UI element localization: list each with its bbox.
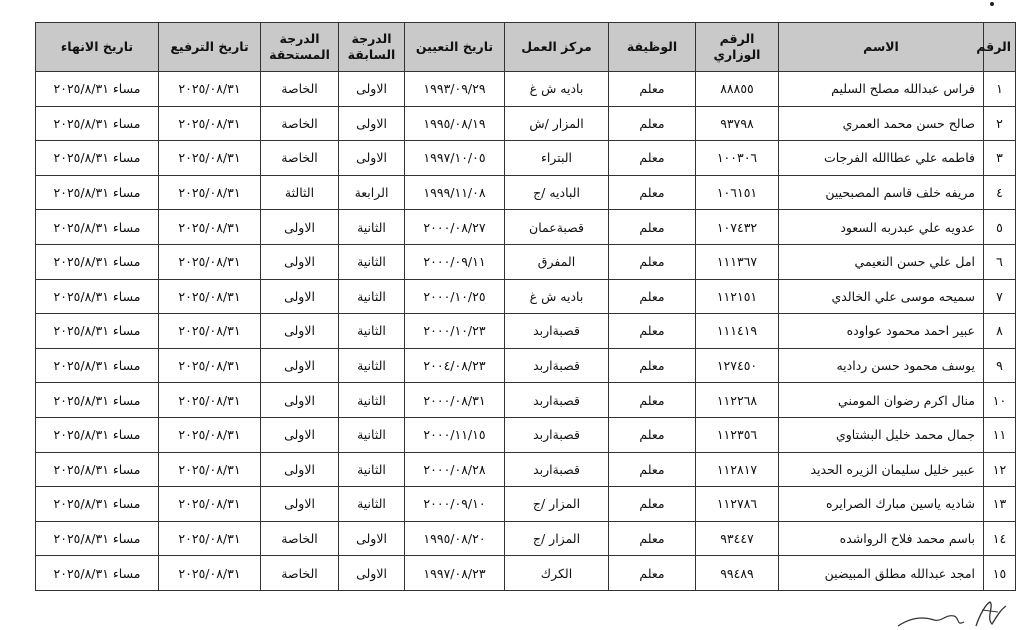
cell-prev-grade: الرابعة	[339, 175, 405, 210]
header-due-grade: الدرجة المستحقة	[261, 23, 339, 72]
cell-promo-date: ٢٠٢٥/٠٨/٣١	[159, 175, 261, 210]
table-row	[36, 348, 1016, 383]
cell-end-date: مساء ٢٠٢٥/٨/٣١	[36, 72, 159, 107]
cell-job: معلم	[609, 279, 696, 314]
cell-due-grade: الخاصة	[261, 72, 339, 107]
cell-ministry-no: ١٠٧٤٣٢	[696, 210, 779, 245]
cell-prev-grade: الثانية	[339, 383, 405, 418]
cell-ministry-no: ٩٣٧٩٨	[696, 106, 779, 141]
table-row	[36, 106, 1016, 141]
cell-name: عبير خليل سليمان الزيره الحديد	[779, 452, 984, 487]
cell-job: معلم	[609, 210, 696, 245]
cell-promo-date: ٢٠٢٥/٠٨/٣١	[159, 72, 261, 107]
cell-ministry-no: ٨٨٨٥٥	[696, 72, 779, 107]
cell-promo-date: ٢٠٢٥/٠٨/٣١	[159, 487, 261, 522]
cell-prev-grade: الثانية	[339, 314, 405, 349]
cell-num: ٤	[984, 175, 1016, 210]
cell-appoint-date: ١٩٩٩/١١/٠٨	[405, 175, 505, 210]
cell-end-date: مساء ٢٠٢٥/٨/٣١	[36, 314, 159, 349]
cell-due-grade: الاولى	[261, 487, 339, 522]
table-row	[36, 175, 1016, 210]
table-row	[36, 314, 1016, 349]
cell-work-center: قصبةاربد	[505, 348, 609, 383]
cell-num: ١٢	[984, 452, 1016, 487]
cell-due-grade: الاولى	[261, 417, 339, 452]
cell-ministry-no: ١٢٧٤٥٠	[696, 348, 779, 383]
cell-name: عدويه علي عبدربه السعود	[779, 210, 984, 245]
cell-ministry-no: ١١٢٣٥٦	[696, 417, 779, 452]
cell-appoint-date: ٢٠٠٠/١٠/٢٣	[405, 314, 505, 349]
cell-promo-date: ٢٠٢٥/٠٨/٣١	[159, 521, 261, 556]
cell-prev-grade: الاولى	[339, 106, 405, 141]
cell-due-grade: الاولى	[261, 314, 339, 349]
cell-appoint-date: ١٩٩٧/٠٨/٢٣	[405, 556, 505, 591]
stray-dot	[990, 2, 994, 6]
cell-due-grade: الاولى	[261, 452, 339, 487]
table-wrapper	[35, 22, 1015, 591]
cell-work-center: قصبةاربد	[505, 452, 609, 487]
table-row	[36, 417, 1016, 452]
cell-name: امل علي حسن النعيمي	[779, 244, 984, 279]
cell-promo-date: ٢٠٢٥/٠٨/٣١	[159, 348, 261, 383]
cell-job: معلم	[609, 348, 696, 383]
cell-num: ٦	[984, 244, 1016, 279]
cell-ministry-no: ١١١٤١٩	[696, 314, 779, 349]
cell-job: معلم	[609, 314, 696, 349]
cell-promo-date: ٢٠٢٥/٠٨/٣١	[159, 279, 261, 314]
cell-due-grade: الاولى	[261, 348, 339, 383]
header-appoint-date: تاريخ التعيين	[405, 23, 505, 72]
signature-image	[890, 596, 1010, 630]
cell-work-center: البتراء	[505, 141, 609, 176]
cell-appoint-date: ٢٠٠٠/٠٩/١١	[405, 244, 505, 279]
cell-num: ١٠	[984, 383, 1016, 418]
cell-appoint-date: ٢٠٠٤/٠٨/٢٣	[405, 348, 505, 383]
header-promo-date: تاريخ الترفيع	[159, 23, 261, 72]
cell-appoint-date: ١٩٩٥/٠٨/١٩	[405, 106, 505, 141]
cell-prev-grade: الاولى	[339, 521, 405, 556]
cell-due-grade: الخاصة	[261, 141, 339, 176]
cell-work-center: الباديه /ج	[505, 175, 609, 210]
cell-num: ٢	[984, 106, 1016, 141]
cell-work-center: المفرق	[505, 244, 609, 279]
header-prev-grade: الدرجة السابقة	[339, 23, 405, 72]
cell-due-grade: الاولى	[261, 279, 339, 314]
cell-prev-grade: الثانية	[339, 279, 405, 314]
cell-promo-date: ٢٠٢٥/٠٨/٣١	[159, 244, 261, 279]
cell-num: ١٤	[984, 521, 1016, 556]
cell-due-grade: الاولى	[261, 383, 339, 418]
cell-ministry-no: ٩٣٤٤٧	[696, 521, 779, 556]
table-row	[36, 210, 1016, 245]
cell-ministry-no: ١١٢٧٨٦	[696, 487, 779, 522]
cell-prev-grade: الاولى	[339, 141, 405, 176]
cell-prev-grade: الثانية	[339, 210, 405, 245]
cell-name: عبير احمد محمود عواوده	[779, 314, 984, 349]
cell-ministry-no: ٩٩٤٨٩	[696, 556, 779, 591]
cell-job: معلم	[609, 106, 696, 141]
cell-num: ٩	[984, 348, 1016, 383]
table-row	[36, 487, 1016, 522]
cell-end-date: مساء ٢٠٢٥/٨/٣١	[36, 556, 159, 591]
cell-work-center: المزار /ج	[505, 521, 609, 556]
cell-due-grade: الخاصة	[261, 556, 339, 591]
cell-num: ١٥	[984, 556, 1016, 591]
cell-appoint-date: ٢٠٠٠/٠٨/٢٧	[405, 210, 505, 245]
cell-due-grade: الخاصة	[261, 521, 339, 556]
cell-end-date: مساء ٢٠٢٥/٨/٣١	[36, 452, 159, 487]
cell-name: مريفه خلف قاسم المصبحيين	[779, 175, 984, 210]
cell-job: معلم	[609, 487, 696, 522]
cell-work-center: المزار /ج	[505, 487, 609, 522]
cell-promo-date: ٢٠٢٥/٠٨/٣١	[159, 314, 261, 349]
cell-appoint-date: ٢٠٠٠/١٠/٢٥	[405, 279, 505, 314]
cell-job: معلم	[609, 244, 696, 279]
cell-name: جمال محمد خليل البشتاوي	[779, 417, 984, 452]
cell-work-center: باديه ش غ	[505, 72, 609, 107]
cell-promo-date: ٢٠٢٥/٠٨/٣١	[159, 556, 261, 591]
cell-end-date: مساء ٢٠٢٥/٨/٣١	[36, 175, 159, 210]
cell-appoint-date: ٢٠٠٠/١١/١٥	[405, 417, 505, 452]
cell-work-center: قصبةاربد	[505, 314, 609, 349]
cell-work-center: قصبةعمان	[505, 210, 609, 245]
header-row	[36, 23, 1016, 72]
cell-name: سميحه موسى علي الخالدي	[779, 279, 984, 314]
cell-name: باسم محمد فلاح الرواشده	[779, 521, 984, 556]
table-body	[36, 72, 1016, 591]
cell-job: معلم	[609, 521, 696, 556]
cell-job: معلم	[609, 383, 696, 418]
header-job: الوظيفة	[609, 23, 696, 72]
cell-work-center: قصبةاربد	[505, 383, 609, 418]
cell-name: شاديه ياسين مبارك الصرايره	[779, 487, 984, 522]
table-row	[36, 452, 1016, 487]
cell-name: فاطمه علي عطاالله الفرجات	[779, 141, 984, 176]
cell-name: فراس عبدالله مصلح السليم	[779, 72, 984, 107]
cell-work-center: الكرك	[505, 556, 609, 591]
cell-promo-date: ٢٠٢٥/٠٨/٣١	[159, 452, 261, 487]
cell-ministry-no: ١١٢٨١٧	[696, 452, 779, 487]
header-end-date: تاريخ الانهاء	[36, 23, 159, 72]
cell-job: معلم	[609, 141, 696, 176]
cell-due-grade: الاولى	[261, 210, 339, 245]
cell-job: معلم	[609, 452, 696, 487]
cell-name: منال اكرم رضوان المومني	[779, 383, 984, 418]
table-row	[36, 72, 1016, 107]
cell-ministry-no: ١٠٦١٥١	[696, 175, 779, 210]
cell-promo-date: ٢٠٢٥/٠٨/٣١	[159, 417, 261, 452]
cell-num: ١٣	[984, 487, 1016, 522]
cell-job: معلم	[609, 175, 696, 210]
cell-num: ١	[984, 72, 1016, 107]
cell-end-date: مساء ٢٠٢٥/٨/٣١	[36, 348, 159, 383]
cell-work-center: باديه ش غ	[505, 279, 609, 314]
cell-promo-date: ٢٠٢٥/٠٨/٣١	[159, 141, 261, 176]
cell-end-date: مساء ٢٠٢٥/٨/٣١	[36, 383, 159, 418]
promotion-table	[35, 22, 1016, 591]
cell-num: ١١	[984, 417, 1016, 452]
table-row	[36, 244, 1016, 279]
cell-num: ٣	[984, 141, 1016, 176]
header-work-center: مركز العمل	[505, 23, 609, 72]
header-ministry-no: الرقم الوزاري	[696, 23, 779, 72]
table-row	[36, 141, 1016, 176]
cell-promo-date: ٢٠٢٥/٠٨/٣١	[159, 106, 261, 141]
table-row	[36, 279, 1016, 314]
cell-ministry-no: ١١٢٢٦٨	[696, 383, 779, 418]
cell-work-center: قصبةاربد	[505, 417, 609, 452]
cell-end-date: مساء ٢٠٢٥/٨/٣١	[36, 521, 159, 556]
cell-prev-grade: الثانية	[339, 417, 405, 452]
cell-appoint-date: ٢٠٠٠/٠٩/١٠	[405, 487, 505, 522]
cell-appoint-date: ١٩٩٣/٠٩/٢٩	[405, 72, 505, 107]
cell-num: ٧	[984, 279, 1016, 314]
cell-prev-grade: الثانية	[339, 487, 405, 522]
cell-prev-grade: الثانية	[339, 452, 405, 487]
cell-ministry-no: ١٠٠٣٠٦	[696, 141, 779, 176]
cell-promo-date: ٢٠٢٥/٠٨/٣١	[159, 210, 261, 245]
cell-promo-date: ٢٠٢٥/٠٨/٣١	[159, 383, 261, 418]
cell-due-grade: الخاصة	[261, 106, 339, 141]
cell-end-date: مساء ٢٠٢٥/٨/٣١	[36, 210, 159, 245]
cell-name: يوسف محمود حسن رداديه	[779, 348, 984, 383]
cell-end-date: مساء ٢٠٢٥/٨/٣١	[36, 106, 159, 141]
header-num: الرقم	[984, 23, 1016, 72]
cell-end-date: مساء ٢٠٢٥/٨/٣١	[36, 487, 159, 522]
cell-appoint-date: ٢٠٠٠/٠٨/٣١	[405, 383, 505, 418]
table-row	[36, 383, 1016, 418]
cell-num: ٥	[984, 210, 1016, 245]
cell-appoint-date: ١٩٩٥/٠٨/٢٠	[405, 521, 505, 556]
cell-name: امجد عبدالله مطلق المبيضين	[779, 556, 984, 591]
cell-prev-grade: الثانية	[339, 244, 405, 279]
cell-job: معلم	[609, 556, 696, 591]
cell-end-date: مساء ٢٠٢٥/٨/٣١	[36, 141, 159, 176]
cell-end-date: مساء ٢٠٢٥/٨/٣١	[36, 279, 159, 314]
header-name: الاسم	[779, 23, 984, 72]
cell-name: صالح حسن محمد العمري	[779, 106, 984, 141]
cell-num: ٨	[984, 314, 1016, 349]
cell-job: معلم	[609, 72, 696, 107]
cell-ministry-no: ١١١٣٦٧	[696, 244, 779, 279]
cell-end-date: مساء ٢٠٢٥/٨/٣١	[36, 244, 159, 279]
cell-due-grade: الثالثة	[261, 175, 339, 210]
cell-ministry-no: ١١٢١٥١	[696, 279, 779, 314]
table-row	[36, 521, 1016, 556]
cell-appoint-date: ١٩٩٧/١٠/٠٥	[405, 141, 505, 176]
cell-job: معلم	[609, 417, 696, 452]
cell-due-grade: الاولى	[261, 244, 339, 279]
cell-prev-grade: الاولى	[339, 72, 405, 107]
cell-appoint-date: ٢٠٠٠/٠٨/٢٨	[405, 452, 505, 487]
table-row	[36, 556, 1016, 591]
cell-prev-grade: الثانية	[339, 348, 405, 383]
cell-prev-grade: الاولى	[339, 556, 405, 591]
cell-work-center: المزار /ش	[505, 106, 609, 141]
cell-end-date: مساء ٢٠٢٥/٨/٣١	[36, 417, 159, 452]
